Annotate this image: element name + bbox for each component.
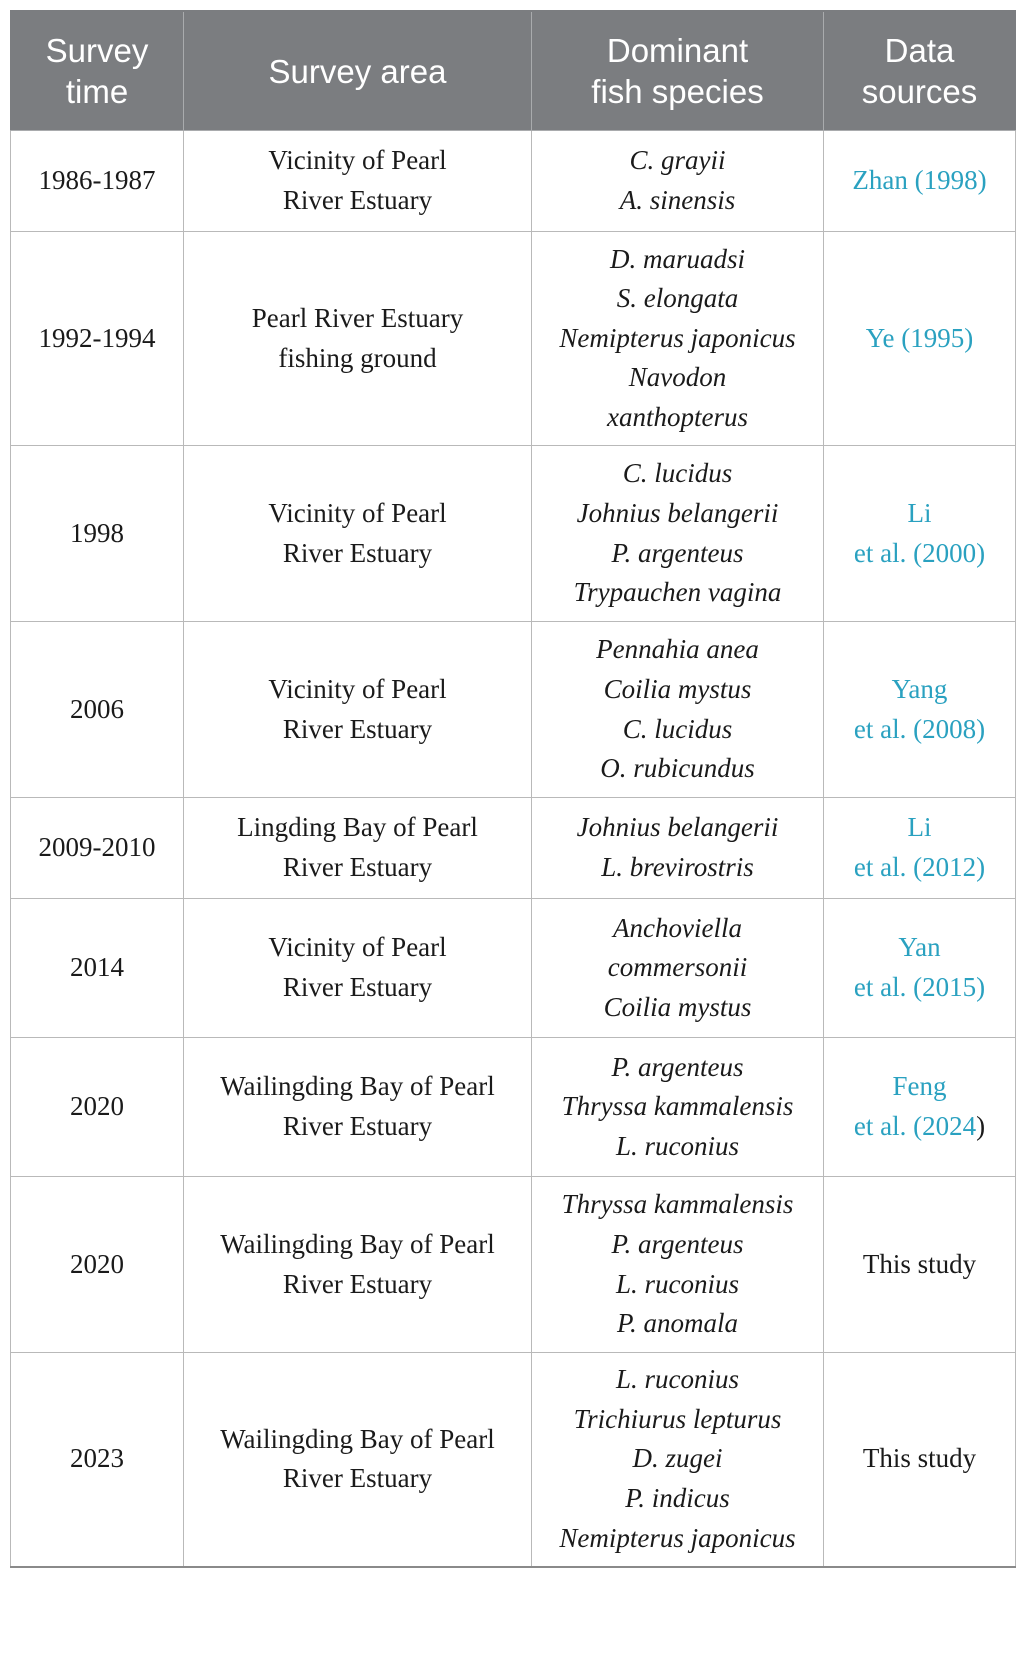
data-source-cell bbox=[824, 232, 1016, 446]
data-source-cell bbox=[824, 446, 1016, 622]
species-name: Trichiurus lepturus bbox=[573, 1403, 782, 1434]
species-name: Coilia mystus bbox=[603, 991, 752, 1022]
survey-time-cell: 1992-1994 bbox=[11, 232, 184, 446]
table-row bbox=[11, 899, 1016, 1038]
data-source-cell bbox=[824, 1038, 1016, 1177]
table-row bbox=[11, 446, 1016, 622]
citation-text[interactable]: et al. (2000) bbox=[853, 537, 986, 568]
survey-area-line: Pearl River Estuary bbox=[251, 302, 464, 333]
survey-area-line: River Estuary bbox=[282, 1111, 433, 1141]
survey-area-cell bbox=[184, 131, 532, 232]
survey-area-line: River Estuary bbox=[282, 972, 433, 1002]
survey-time-cell: 2006 bbox=[11, 622, 184, 798]
data-source-cell bbox=[824, 899, 1016, 1038]
species-name: D. maruadsi bbox=[609, 243, 745, 274]
species-name: C. grayii bbox=[629, 145, 726, 176]
dominant-species-cell bbox=[532, 1038, 824, 1177]
table-row bbox=[11, 131, 1016, 232]
data-source-cell bbox=[824, 131, 1016, 232]
species-name: A. sinensis bbox=[619, 185, 736, 215]
survey-area-line: River Estuary bbox=[282, 1268, 433, 1299]
species-name: Navodon bbox=[628, 362, 727, 393]
citation-link[interactable] bbox=[830, 928, 1009, 968]
data-source-cell bbox=[824, 622, 1016, 798]
species-name: O. rubicundus bbox=[600, 753, 755, 784]
table-container bbox=[10, 10, 1015, 1568]
survey-area-cell bbox=[184, 446, 532, 622]
species-name: Nemipterus japonicus bbox=[559, 322, 796, 353]
citation-text[interactable]: Yan bbox=[898, 932, 941, 963]
table-row bbox=[11, 1353, 1016, 1567]
source-text: This study bbox=[862, 1248, 977, 1279]
species-name: P. argenteus bbox=[611, 537, 744, 568]
survey-area-line: Vicinity of Pearl bbox=[268, 497, 447, 528]
citation-text[interactable]: Li bbox=[907, 812, 932, 843]
species-name: P. indicus bbox=[625, 1483, 730, 1514]
species-name: Pennahia anea bbox=[596, 634, 759, 665]
citation-link[interactable] bbox=[830, 848, 1009, 888]
citation-text[interactable]: Yang bbox=[891, 673, 948, 704]
species-name: P. anomala bbox=[616, 1308, 738, 1339]
species-name: L. ruconius bbox=[615, 1268, 740, 1299]
dominant-species-cell bbox=[532, 131, 824, 232]
dominant-species-cell bbox=[532, 232, 824, 446]
survey-area-cell bbox=[184, 1177, 532, 1353]
dominant-species-cell bbox=[532, 1353, 824, 1567]
species-name: Nemipterus japonicus bbox=[559, 1522, 796, 1553]
header-data-sources: Data sources bbox=[824, 11, 1016, 131]
citation-suffix: ) bbox=[976, 1111, 986, 1141]
survey-area-line: Wailingding Bay of Pearl bbox=[220, 1423, 495, 1454]
survey-area-line: Lingding Bay of Pearl bbox=[237, 812, 478, 843]
citation-link[interactable] bbox=[830, 710, 1009, 750]
dominant-species-cell bbox=[532, 622, 824, 798]
dominant-species-cell bbox=[532, 1177, 824, 1353]
survey-area-line: Vicinity of Pearl bbox=[268, 673, 447, 704]
species-name: Thryssa kammalensis bbox=[561, 1091, 794, 1122]
species-name: Johnius belangerii bbox=[576, 812, 779, 843]
species-name: commersonii bbox=[607, 952, 748, 983]
survey-area-line: River Estuary bbox=[282, 185, 433, 215]
header-dominant-species: Dominant fish species bbox=[532, 11, 824, 131]
species-name: L. ruconius bbox=[615, 1364, 740, 1395]
species-name: xanthopterus bbox=[607, 401, 748, 432]
citation-link[interactable] bbox=[830, 808, 1009, 848]
citation-text[interactable]: Ye (1995) bbox=[865, 322, 974, 353]
survey-area-line: fishing ground bbox=[278, 342, 437, 373]
survey-area-cell bbox=[184, 1038, 532, 1177]
fish-survey-table bbox=[10, 10, 1016, 1568]
citation-link[interactable] bbox=[830, 1107, 1009, 1147]
citation-link[interactable] bbox=[830, 161, 1009, 201]
species-name: P. argenteus bbox=[611, 1228, 744, 1259]
table-row bbox=[11, 622, 1016, 798]
survey-area-cell bbox=[184, 622, 532, 798]
dominant-species-cell bbox=[532, 446, 824, 622]
survey-area-line: Vicinity of Pearl bbox=[268, 145, 447, 176]
survey-area-line: River Estuary bbox=[282, 713, 433, 744]
species-name: Coilia mystus bbox=[603, 673, 752, 704]
citation-link[interactable] bbox=[830, 534, 1009, 574]
species-name: Anchoviella bbox=[613, 912, 742, 943]
table-row bbox=[11, 232, 1016, 446]
citation-link[interactable] bbox=[830, 670, 1009, 710]
citation-text[interactable]: et al. (2012) bbox=[853, 852, 986, 882]
citation-link[interactable] bbox=[830, 494, 1009, 534]
survey-time-cell: 2020 bbox=[11, 1177, 184, 1353]
citation-link[interactable] bbox=[830, 319, 1009, 359]
survey-area-cell bbox=[184, 1353, 532, 1567]
survey-area-cell bbox=[184, 232, 532, 446]
citation-text[interactable]: et al. (2015) bbox=[853, 972, 986, 1002]
species-name: Thryssa kammalensis bbox=[561, 1189, 794, 1220]
survey-time-cell: 2014 bbox=[11, 899, 184, 1038]
species-name: P. argenteus bbox=[611, 1051, 744, 1082]
species-name: L. brevirostris bbox=[601, 852, 754, 882]
survey-time-cell: 2023 bbox=[11, 1353, 184, 1567]
species-name: Johnius belangerii bbox=[576, 497, 779, 528]
citation-text[interactable]: Li bbox=[907, 497, 932, 528]
source-text: This study bbox=[862, 1443, 977, 1474]
species-name: C. lucidus bbox=[622, 458, 733, 489]
dominant-species-cell bbox=[532, 899, 824, 1038]
table-row bbox=[11, 1038, 1016, 1177]
citation-text[interactable]: Zhan (1998) bbox=[852, 165, 987, 196]
survey-area-line: Wailingding Bay of Pearl bbox=[220, 1228, 495, 1259]
data-source-cell bbox=[824, 798, 1016, 899]
species-name: D. zugei bbox=[632, 1443, 723, 1474]
data-source-cell bbox=[824, 1353, 1016, 1567]
species-name: L. ruconius bbox=[615, 1130, 740, 1161]
survey-time-cell: 2009-2010 bbox=[11, 798, 184, 899]
survey-area-cell bbox=[184, 899, 532, 1038]
survey-area-line: Wailingding Bay of Pearl bbox=[220, 1071, 495, 1102]
survey-area-line: River Estuary bbox=[282, 1463, 433, 1494]
data-source-cell bbox=[824, 1177, 1016, 1353]
dominant-species-cell bbox=[532, 798, 824, 899]
species-name: Trypauchen vagina bbox=[573, 577, 782, 608]
survey-area-cell bbox=[184, 798, 532, 899]
header-row bbox=[11, 11, 1016, 131]
survey-area-line: Vicinity of Pearl bbox=[268, 932, 447, 963]
species-name: C. lucidus bbox=[622, 713, 733, 744]
table-body bbox=[11, 131, 1016, 1567]
table-row bbox=[11, 798, 1016, 899]
species-name: S. elongata bbox=[616, 283, 739, 314]
citation-text[interactable]: et al. (2024 bbox=[853, 1111, 977, 1141]
citation-link[interactable] bbox=[830, 1067, 1009, 1107]
survey-time-cell: 2020 bbox=[11, 1038, 184, 1177]
survey-time-cell: 1986-1987 bbox=[11, 131, 184, 232]
survey-area-line: River Estuary bbox=[282, 537, 433, 568]
citation-link[interactable] bbox=[830, 968, 1009, 1008]
citation-text[interactable]: et al. (2008) bbox=[853, 713, 986, 744]
survey-time-cell: 1998 bbox=[11, 446, 184, 622]
header-survey-time: Survey time bbox=[11, 11, 184, 131]
table-row bbox=[11, 1177, 1016, 1353]
survey-area-line: River Estuary bbox=[282, 852, 433, 882]
header-survey-area: Survey area bbox=[184, 11, 532, 131]
citation-text[interactable]: Feng bbox=[892, 1071, 947, 1102]
